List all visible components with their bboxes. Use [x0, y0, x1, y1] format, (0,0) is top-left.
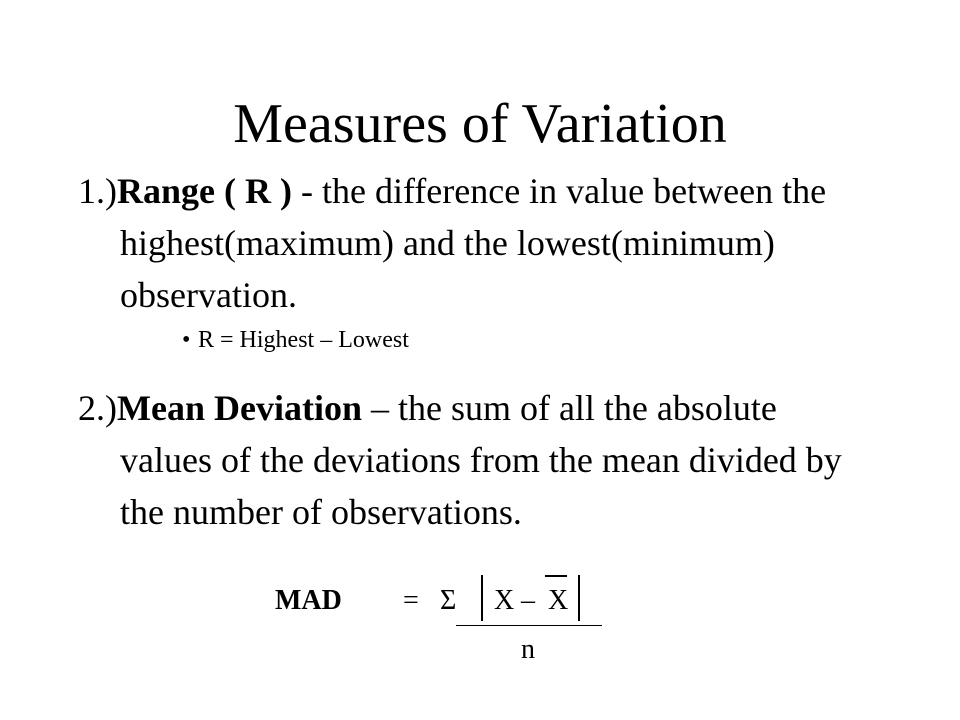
term-range: Range ( R ) [117, 171, 292, 211]
formula-lhs: MAD [275, 585, 342, 616]
abs-bar-left [481, 575, 483, 621]
formula-minus: – [521, 585, 535, 616]
bullet-icon: • [182, 327, 191, 353]
item-number: 2.) [78, 388, 117, 428]
slide-title: Measures of Variation [233, 93, 727, 155]
range-formula-text: R = Highest – Lowest [198, 327, 409, 353]
formula-equals: = [403, 585, 419, 616]
term-mean-deviation: Mean Deviation [117, 388, 362, 428]
mean-deviation-definition: – the sum of all the absolute values of the deviations from the mean divided by the number of observations. [120, 388, 842, 532]
sigma-icon: Σ [440, 585, 457, 616]
formula-x: X [494, 585, 515, 616]
range-definition: - the difference in value between the highest(maximum) and the lowest(minimum) observation. [120, 171, 827, 315]
abs-bar-right [578, 575, 580, 621]
formula-xbar: X [548, 585, 569, 616]
fraction-bar [456, 625, 602, 626]
item-number: 1.) [78, 171, 117, 211]
xbar-overline [545, 575, 567, 577]
formula-denominator: n [521, 634, 535, 665]
